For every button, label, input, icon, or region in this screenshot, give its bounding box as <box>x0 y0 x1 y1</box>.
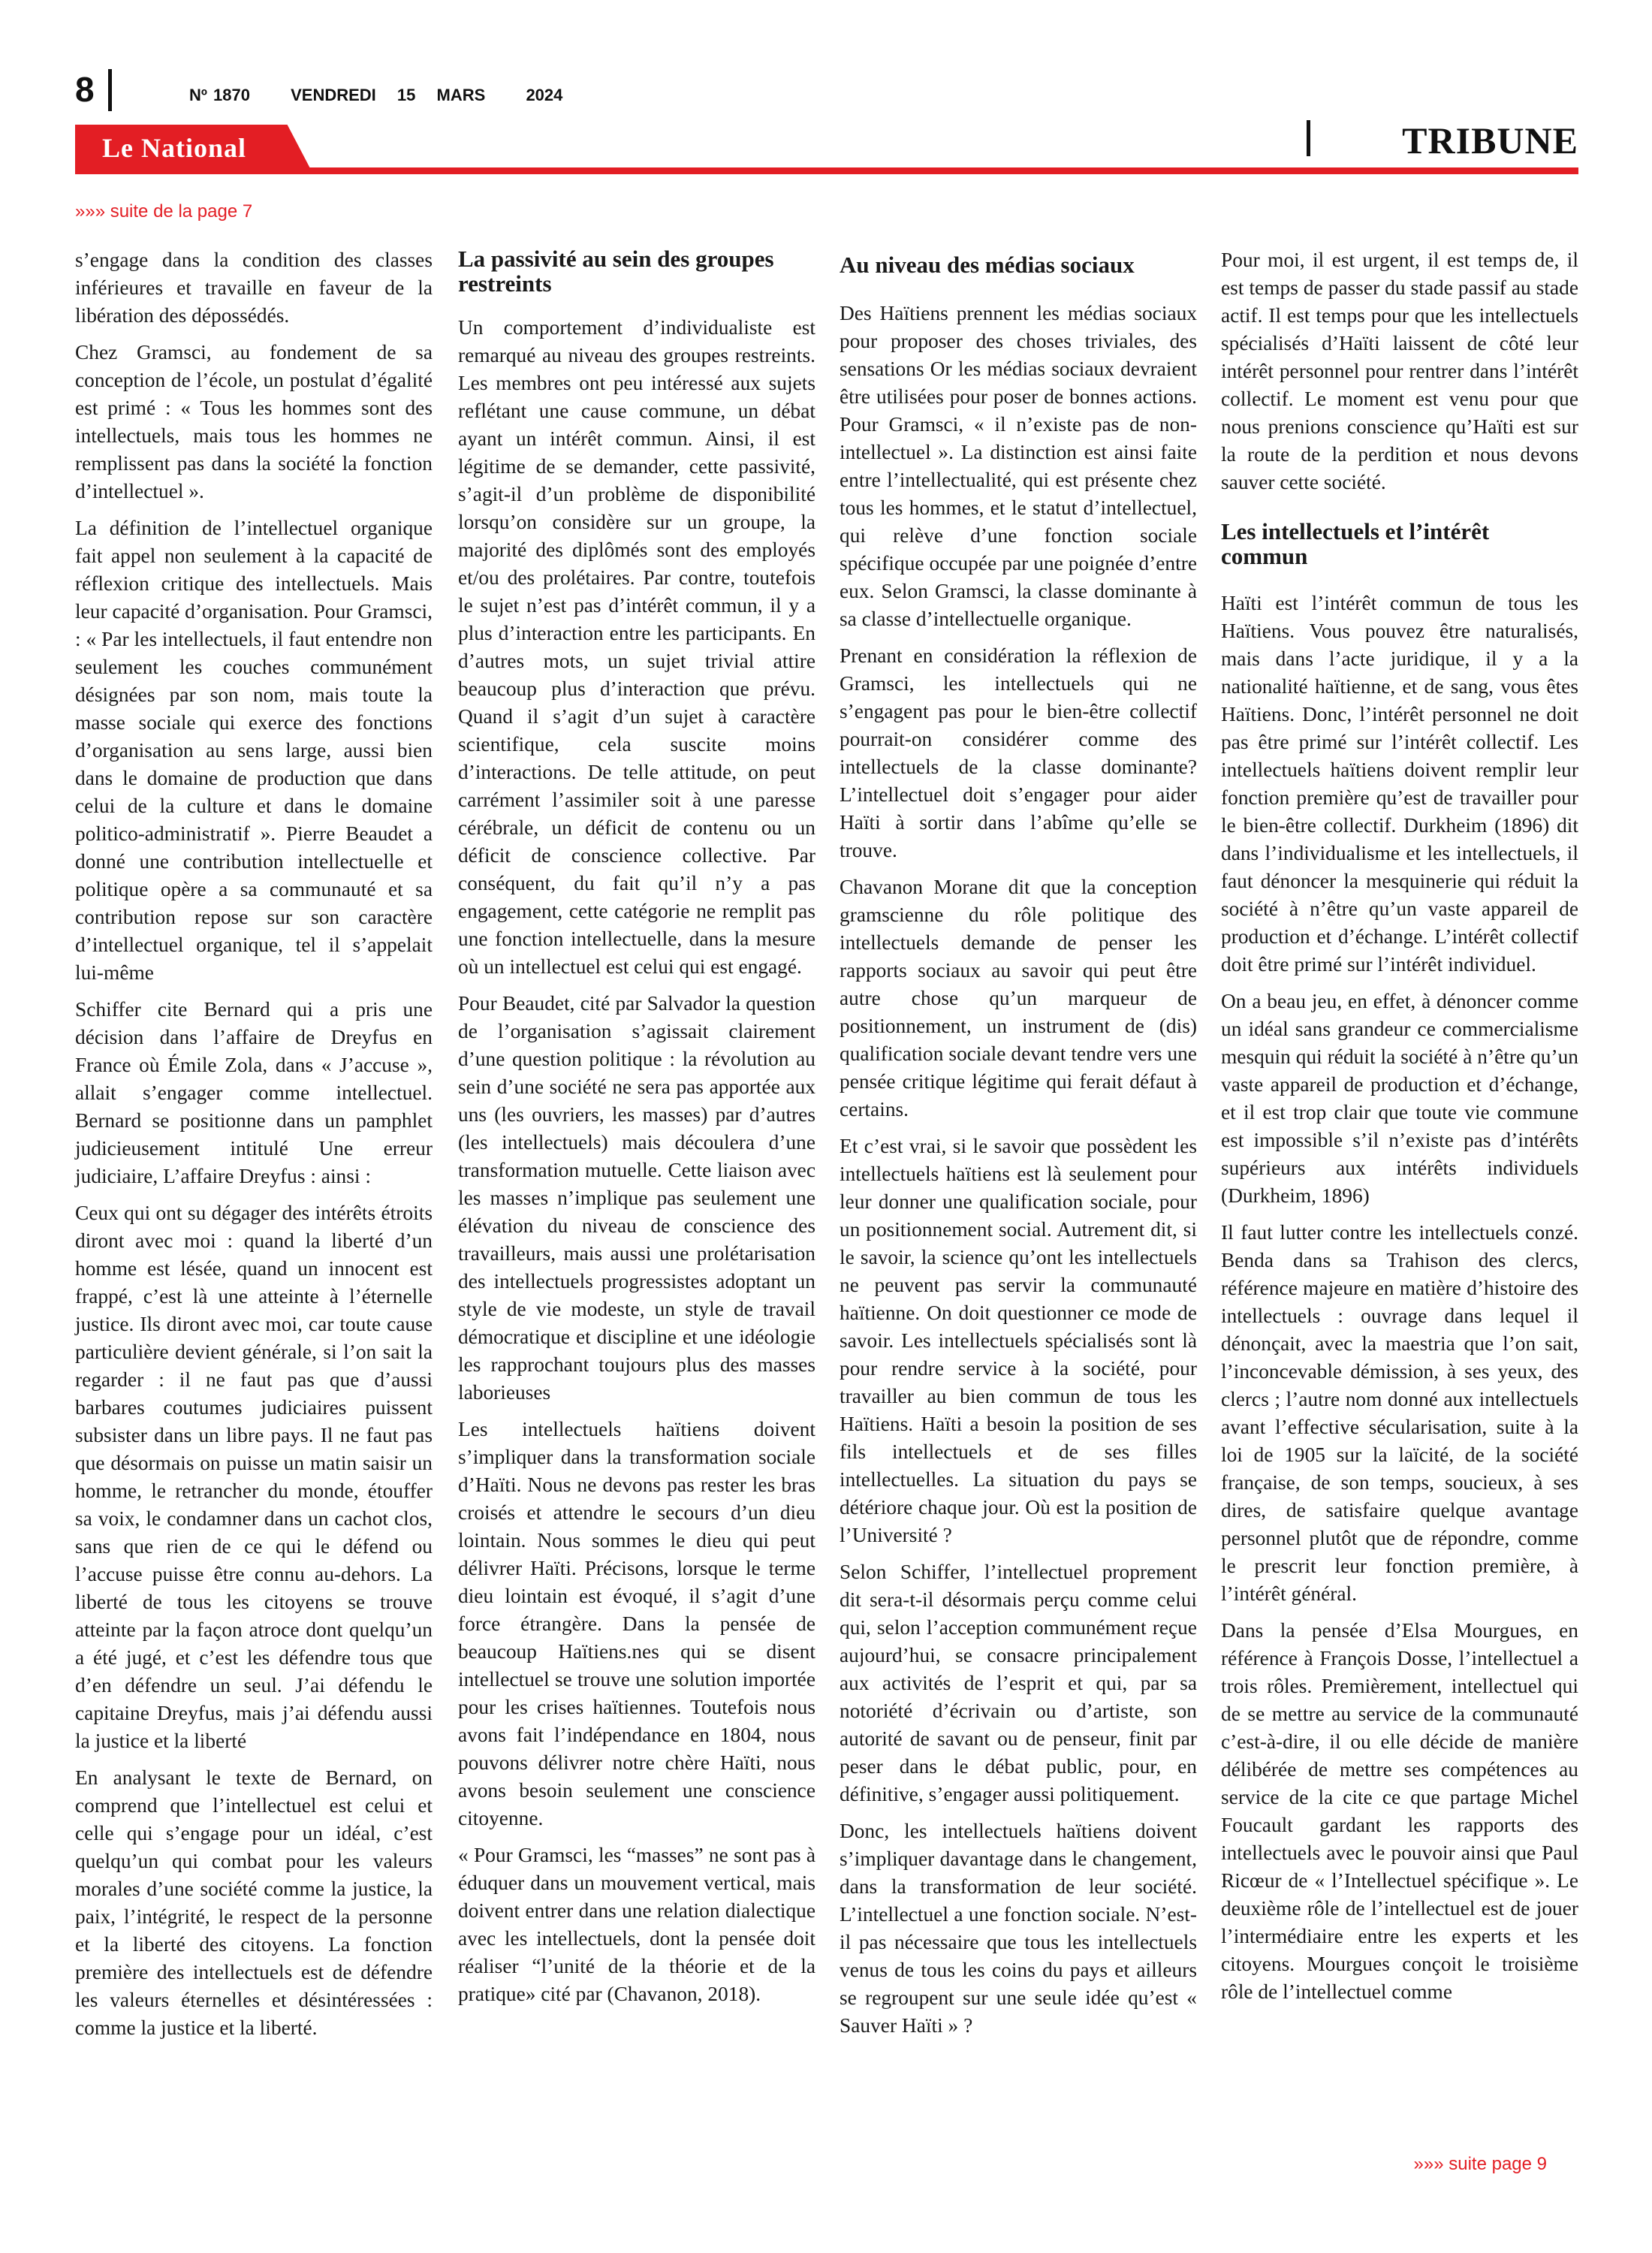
paragraph: Haïti est l’intérêt commun de tous les Haïtiens. Vous pouvez être naturalisés, mais dans l’acte juridique, il y a la nationalité haïtienne, et de sang, vous êtes Haïtiens. Donc, l’intérêt personnel ne doit pas être primé sur l’intérêt collectif. Les intellectuels haïtiens doivent remplir leur fonction première qu’est de travailler pour le bien-être collectif. Durkheim (1896) dit dans l’individualisme et les intellectuels, il faut dénoncer la mesquinerie qui réduit la société à n’être qu’un vaste appareil de production et d’échange. L’intérêt collectif doit être primé sur l’intérêt individuel. <box>1221 592 1578 976</box>
paragraph: Et c’est vrai, si le savoir que possèdent les intellectuels haïtiens est là seulement pour leur donner une qualification sociale, pour un positionnement social. Autrement dit, si le savoir, la science qu’ont les intellectuels ne peuvent pas servir la communauté haïtienne. On doit questionner ce mode de savoir. Les intellectuels spécialisés sont là pour rendre service à la société, pour travailler au bien commun de tous les Haïtiens. Haïti a besoin la position de ses fils intellectuels et de ses filles intellectuelles. La situation du pays se détériore chaque jour. Où est la position de l’Université ? <box>840 1135 1197 1546</box>
continued-to-link[interactable]: »»» suite page 9 <box>1413 2154 1547 2174</box>
paragraph: Il faut lutter contre les intellectuels conzé. Benda dans sa Trahison des clercs, référence majeure en matière d’histoire des intellectuels : ouvrage dans lequel il dénonçait, avec la maestria que l’on sait, l’inconcevable démission, à ses yeux, des clercs ; l’autre nom donné aux intellectuels avant l’effective sécularisation, suite à la loi de 1905 sur la laïcité, de la société française, de son temps, soucieux, à ses dires, de satisfaire quelque avantage personnel plutôt que de répondre, comme le prescrit leur fonction première, à l’intérêt général. <box>1221 1221 1578 1605</box>
section-heading: Au niveau des médias sociaux <box>840 252 1135 278</box>
issue-month: MARS <box>436 86 486 104</box>
issue-day: 15 <box>396 86 416 104</box>
paragraph: Prenant en considération la réflexion de Gramsci, les intellectuels qui ne s’engagent pas pour le bien-être collectif pourrait-on considérer comme des intellectuels de la classe dominante? L’intellectuel doit s’engager pour aider Haïti à sortir dans l’abîme qu’elle se trouve. <box>840 644 1197 861</box>
article-column-3 <box>840 246 1197 2049</box>
issue-weekday: VENDREDI <box>291 86 376 104</box>
brand-logo: Le National <box>102 133 247 163</box>
paragraph: « Pour Gramsci, les “masses” ne sont pas à éduquer dans un mouvement vertical, mais doivent entrer dans une relation dialectique avec les intellectuels, dont la pensée doit réaliser “l’unité de la théorie et de la pratique» cité par (Chavanon, 2018). <box>458 1844 815 2005</box>
paragraph: Un comportement d’individualiste est remarqué au niveau des groupes restreints. Les membres ont peu intéressé aux sujets reflétant une cause commune, un débat ayant un intérêt commun. Ainsi, il est légitime de se demander, cette passivité, s’agit-il d’un problème de disponibilité lorsqu’on considère sur un groupe, la majorité des diplômés sont des employés et/ou des prolétaires. Par contre, toutefois le sujet n’est pas d’intérêt commun, il y a plus d’interaction entre les participants. En d’autres mots, un sujet trivial attire beaucoup plus d’interaction que prévu. Quand il s’agit d’un sujet à caractère scientifique, cela suscite moins d’interactions. De telle attitude, on peut carrément l’assimiler soit à une paresse cérébrale, un déficit de contenu ou un déficit de conscience collective. Par conséquent, du fait qu’il n’y a pas engagement, cette catégorie ne remplit pas une fonction intellectuelle, dans la mesure où un intellectuel est celui qui est engagé. <box>458 316 815 978</box>
issue-year: 2024 <box>526 86 563 104</box>
paragraph: Pour Beaudet, cité par Salvador la question de l’organisation s’agissait clairement d’une question politique : la révolution au sein d’une société ne sera pas apportée aux uns (les ouvriers, les masses) par d’autres (les intellectuels) mais découlera d’une transformation mutuelle. Cette liaison avec les masses n’implique pas seulement une élévation du niveau de conscience des travailleurs, mais aussi une prolétarisation des intellectuels progressistes adoptant un style de vie modeste, un style de travail démocratique et discipline et une idéologie les rapprochant toujours plus des masses laborieuses <box>458 992 815 1404</box>
section-title: TRIBUNE <box>1402 119 1578 161</box>
section-heading: La passivité au sein des groupes restreints <box>458 246 774 297</box>
paragraph: Schiffer cite Bernard qui a pris une décision dans l’affaire de Dreyfus en France où Émile Zola, dans « J’accuse », allait s’engager comme intellectuel. Bernard se positionne dans un pamphlet judicieusement intitulé Une erreur judiciaire, L’affaire Dreyfus : ainsi : <box>75 998 433 1187</box>
article-column-4 <box>1221 246 1578 2015</box>
article-column-1 <box>75 246 433 2051</box>
issue-info <box>189 86 597 105</box>
paragraph: Chavanon Morane dit que la conception gramscienne du rôle politique des intellectuels demande de penser les rapports sociaux au savoir qui peut être autre chose qu’un marqueur de positionnement, un instrument de (dis) qualification sociale devant tendre vers une pensée critique légitime qui ferait défaut à certains. <box>840 876 1197 1120</box>
continued-from-link[interactable]: »»» suite de la page 7 <box>75 201 253 222</box>
paragraph: Ceux qui ont su dégager des intérêts étroits diront avec moi : quand la liberté d’un homme est lésée, quand un innocent est frappé, c’est là une atteinte à l’éternelle justice. Ils diront avec moi, car toute cause particulière devient générale, si l’on sait la regarder : il ne faut pas que d’aussi barbares coutumes judiciaires puissent subsister dans un libre pays. Il ne faut pas que désormais on puisse un matin saisir un homme, le retrancher du monde, étouffer sa voix, le condamner dans un cachot clos, sans que rien de ce qui le défend ou l’accuse puisse être connu au-dehors. La liberté de tous les citoyens se trouve atteinte par la façon atroce dont quelqu’un a été jugé, et c’est les défendre tous que d’en défendre un seul. J’ai défendu le capitaine Dreyfus, mais j’ai défendu aussi la justice et la liberté <box>75 1202 433 1752</box>
section-divider <box>1307 120 1310 156</box>
article-column-2 <box>458 246 815 2017</box>
paragraph: Selon Schiffer, l’intellectuel proprement dit sera-t-il désormais perçu comme celui qui, selon l’acception communément reçue aujourd’hui, se consacre principalement aux activités de l’esprit et qui, par sa notoriété d’écrivain ou d’artiste, son autorité de savant ou de penseur, finit par peser dans le débat public, pour, en définitive, s’engager aussi politiquement. <box>840 1561 1197 1805</box>
paragraph: On a beau jeu, en effet, à dénoncer comme un idéal sans grandeur ce commercialisme mesquin qui réduit la société à n’être qu’un vaste appareil de production et d’échange, et il est trop clair que toute vie commune est impossible s’il n’existe pas d’intérêts supérieurs aux intérêts individuels (Durkheim, 1896) <box>1221 990 1578 1207</box>
paragraph: s’engage dans la condition des classes inférieures et travaille en faveur de la libération des dépossédés. <box>75 249 433 327</box>
paragraph: Dans la pensée d’Elsa Mourgues, en référence à François Dosse, l’intellectuel a trois rôles. Premièrement, intellectuel qui de se mettre au service de la communauté c’est-à-dire, il ou elle décide de manière délibérée de mettre ses compétences au service de la cite ce que partage Michel Foucault gardant les rapports des intellectuels avec le pouvoir ainsi que Paul Ricœur de « l’Intellectuel spécifique ». Le deuxième rôle de l’intellectuel est de jouer l’intermédiaire entre les experts et les citoyens. Mourgues conçoit le troisième rôle de l’intellectuel comme <box>1221 1619 1578 2003</box>
paragraph: Pour moi, il est urgent, il est temps de, il est temps de passer du stade passif au stade actif. Il est temps pour que les intellectuels spécialisés d’Haïti laissent de côté leur intérêt personnel pour rentrer dans l’intérêt collectif. Le moment est venu pour que nous prenions conscience qu’Haïti est sur la route de la perdition et nous devons sauver cette société. <box>1221 249 1578 493</box>
paragraph: La définition de l’intellectuel organique fait appel non seulement à la capacité de réflexion critique des intellectuels. Mais leur capacité d’organisation. Pour Gramsci, : « Par les intellectuels, il faut entendre non seulement les couches communément désignées par son nom, mais toute la masse sociale qui exerce des fonctions d’organisation au sens large, aussi bien dans le domaine de production que dans celui de la culture et dans le domaine politico-administratif ». Pierre Beaudet a donné une contribution intellectuelle et politique opère a sa communauté et sa contribution repose sur son caractère d’intellectuel organique, tel il s’appelait lui-même <box>75 517 433 984</box>
section-heading: Les intellectuels et l’intérêt commun <box>1221 518 1490 569</box>
page-number: 8 <box>75 70 95 109</box>
issue-number: Nº 1870 <box>189 86 250 104</box>
paragraph: En analysant le texte de Bernard, on comprend que l’intellectuel est celui et celle qui s’engage pour un idéal, c’est quelqu’un qui combat pour les valeurs morales d’une société comme la justice, la paix, l’intégrité, le respect de la personne et la liberté des citoyens. La fonction première des intellectuels est de défendre les valeurs éternelles et désintéressées : comme la justice et la liberté. <box>75 1766 433 2039</box>
header-rule <box>75 167 1578 174</box>
paragraph: Les intellectuels haïtiens doivent s’impliquer dans la transformation sociale d’Haïti. Nous ne devons pas rester les bras croisés et attendre le secours d’un dieu lointain. Nous sommes le dieu qui peut délivrer Haïti. Précisons, lorsque le terme dieu lointain est évoqué, il s’agit d’une force étrangère. Dans la pensée de beaucoup Haïtiens.nes qui se disent intellectuel se trouve une solution importée pour les crises haïtiennes. Toutefois nous avons fait l’indépendance en 1804, nous pouvons délivrer notre chère Haïti, nous avons besoin seulement une conscience citoyenne. <box>458 1418 815 1829</box>
paragraph: Des Haïtiens prennent les médias sociaux pour proposer des choses triviales, des sensations Or les médias sociaux devraient être utilisées pour poser de bonnes actions. Pour Gramsci, « il n’existe pas de non-intellectuel ». La distinction est ainsi faite entre l’intellectualité, qui est présente chez tous les hommes, et le statut d’intellectuel, qui relève d’une fonction sociale spécifique occupée par une poignée d’entre eux. Selon Gramsci, la classe dominante à sa classe d’intellectuelle organique. <box>840 302 1197 630</box>
paragraph: Donc, les intellectuels haïtiens doivent s’impliquer davantage dans le changement, dans la transformation de leur société. L’intellectuel a une fonction sociale. N’est-il pas nécessaire que tous les intellectuels venus de tous les coins du pays et ailleurs se regroupent sur une seule idée qu’est « Sauver Haïti » ? <box>840 1820 1197 2037</box>
paragraph: Chez Gramsci, au fondement de sa conception de l’école, un postulat d’égalité est primé : « Tous les hommes sont des intellectuels, mais tous les hommes ne remplissent pas dans la société la fonction d’intellectuel ». <box>75 341 433 502</box>
page-number-divider <box>108 69 112 111</box>
